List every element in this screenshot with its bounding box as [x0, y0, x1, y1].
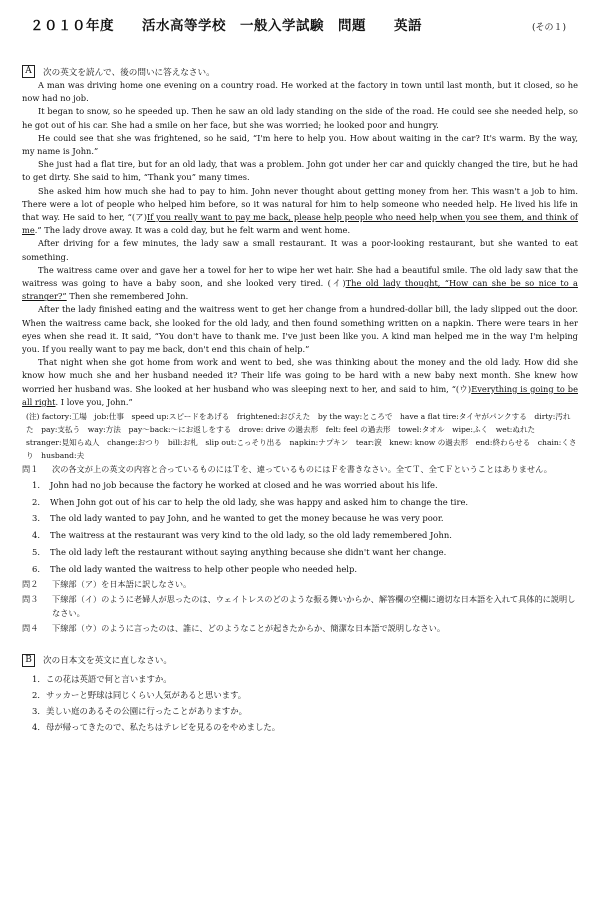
question-3-label: 問３ — [22, 593, 39, 604]
section-a — [22, 65, 578, 636]
translation-text: この花は英語で何と言いますか。 — [46, 673, 172, 684]
section-a-heading — [22, 65, 578, 78]
underline-a: If you really want to pay me back, please help people who need help when you see them, and think of me — [22, 212, 579, 236]
question-3 — [22, 592, 578, 621]
translation-text: サッカーと野球は同じくらい人気があると思います。 — [46, 689, 247, 700]
paragraph-5-text-before: She asked him how much she had to pay to him. John never thought about getting money from her. This wasn't a job to him. There were a lot of people who helped him before, so it was natural for him to help someone who needed help. He lived his life in that way. He said to her, “(ア) — [22, 185, 578, 223]
section-b-label: B — [22, 654, 35, 667]
statement-number: 5. — [32, 546, 40, 557]
question-2-text: 下線部（ア）を日本語に訳しなさい。 — [52, 579, 192, 590]
statement-text: The waitress at the restaurant was very kind to the old lady, so the old lady remembered John. — [50, 530, 452, 541]
question-4-label: 問４ — [22, 623, 39, 634]
reading-passage — [22, 79, 578, 409]
statement-number: 6. — [32, 563, 40, 574]
question-4 — [22, 621, 578, 636]
statement-item — [22, 561, 578, 578]
statement-text: When John got out of his car to help the old lady, she was happy and asked him to change the tire. — [50, 496, 469, 507]
translation-item — [22, 719, 578, 735]
translation-number: 2． — [32, 689, 46, 700]
vocabulary-notes — [22, 410, 578, 462]
paragraph-7-text-before: The waitress came over and gave her a towel for her to wipe her wet hair. She had a beautiful smile. The old lady saw that the waitress was going to have a baby soon, and she looked very tired. (イ) — [22, 264, 578, 289]
question-2-label: 問２ — [22, 579, 39, 590]
section-b-instruction: 次の日本文を英文に直しなさい。 — [43, 656, 172, 667]
true-false-statements — [22, 477, 578, 577]
notes-text: (注) factory:工場 job:仕事 speed up:スピードをあげる frightened:おびえた by the way:ところで have a flat tire:タイヤがパンクする dirty:汚れた pay:支払う way:方法 pay～back:～にお返しをする drove: drive の過去形 felt: feel の過去形 towel:タオル wipe:ふく wet:ぬれた stranger:見知らぬ人 change:おつり bill:お札 slip out:こっそり出る napkin:ナプキン tear:涙 knew: know の過去形 end:終わらせる chain:くさり husband:夫 — [26, 412, 577, 461]
statement-number: 4. — [32, 530, 40, 541]
statement-text: The old lady left the restaurant without saying anything because she didn't want her change. — [50, 546, 447, 557]
translation-number: 4． — [32, 722, 46, 733]
paragraph-7-text-after: Then she remembered John. — [66, 291, 189, 302]
statement-number: 1. — [32, 480, 40, 491]
exam-title: ２０１０年度 活水高等学校 一般入学試験 問題 英語 — [30, 18, 422, 34]
question-3-text: 下線部（イ）のように老婦人が思ったのは、ウェイトレスのどのような振る舞いからか、解答欄の空欄に適切な日本語を入れて具体的に説明しなさい。 — [52, 593, 576, 619]
page-header — [22, 14, 578, 36]
statement-number: 3. — [32, 513, 40, 524]
page-number: (その１) — [531, 23, 566, 33]
translation-number: 3． — [32, 706, 46, 717]
translation-text: 母が帰ってきたので、私たちはテレビを見るのをやめました。 — [46, 722, 281, 733]
translation-item — [22, 703, 578, 719]
section-b — [22, 654, 578, 736]
translation-item — [22, 687, 578, 703]
translation-item — [22, 671, 578, 687]
section-a-label: A — [22, 65, 35, 78]
passage-paragraph-4: She just had a flat tire, but for an old lady, that was a problem. John got under her car and quickly changed the tire, but he had to get dirty. She said to him, “Thank you” many times. — [22, 159, 578, 183]
underline-u: Everything is going to be all right — [22, 383, 578, 407]
passage-paragraph-8: After the lady finished eating and the waitress went to get her change from a hundred-dollar bill, the lady slipped out the door. When the waitress came back, she looked for the old lady, and then found something written on a napkin. There were tears in her eyes when she read it. It said, “You don't have to thank me. I've just been like you. A kind man helped me in the way I'm helping you. If you really want to pay me back, don't end this chain of help.” — [22, 304, 578, 355]
question-1-text: 次の各文が上の英文の内容と合っているものにはＴを、違っているものにはＦを書きなさい。全てＴ、全てＦということはありません。 — [52, 464, 552, 475]
paragraph-9-text-before: That night when she got home from work and went to bed, she was thinking about the money and the old lady. How did she know how much she and her husband needed it? Their life was going to be hard with a new baby next month. She knew how worried her husband was. She looked at her husband who was sleeping next to her, and said to him, “(ウ) — [22, 357, 578, 394]
paragraph-5-text-after: .” The lady drove away. It was a cold day, but he felt warm and went home. — [34, 225, 351, 236]
statement-item — [22, 510, 578, 527]
statement-text: John had no job because the factory he worked at closed and he was worried about his life. — [50, 480, 438, 491]
translation-text: 美しい庭のあるその公園に行ったことがありますか。 — [46, 706, 247, 717]
statement-text: The old lady wanted the waitress to help other people who needed help. — [50, 563, 358, 574]
question-4-text: 下線部（ウ）のように言ったのは、誰に、どのようなことが起きたからか、簡潔な日本語で説明しなさい。 — [52, 623, 446, 634]
question-1-label: 問１ — [22, 464, 39, 475]
passage-paragraph-1: A man was driving home one evening on a country road. He worked at the factory in town until last month, but it closed, so he now had no job. — [22, 80, 578, 104]
passage-paragraph-2: It began to snow, so he speeded up. Then he saw an old lady standing on the side of the road. He could see she needed help, so he got out of his car. She had a smile on her face, but she was worried; he looked poor and hungry. — [22, 106, 578, 130]
question-2 — [22, 577, 578, 592]
statement-item — [22, 477, 578, 494]
passage-paragraph-9 — [22, 356, 578, 409]
passage-paragraph-5 — [22, 185, 578, 238]
statement-item — [22, 527, 578, 544]
statement-number: 2. — [32, 496, 40, 507]
paragraph-9-text-after: . I love you, John.” — [55, 396, 133, 407]
section-a-instruction: 次の英文を読んで、後の問いに答えなさい。 — [43, 67, 215, 78]
statement-text: The old lady wanted to pay John, and he wanted to get the money because he was very poor. — [50, 513, 444, 524]
statement-item — [22, 544, 578, 561]
passage-paragraph-3: He could see that she was frightened, so he said, “I'm here to help you. How about waiting in the car? It's warm. By the way, my name is John.” — [22, 132, 578, 157]
section-b-heading — [22, 654, 578, 667]
translation-number: 1． — [32, 673, 46, 684]
underline-i: The old lady thought, “How can she be so nice to a stranger?” — [22, 278, 578, 302]
question-1 — [22, 462, 578, 477]
translation-items — [22, 671, 578, 736]
passage-paragraph-7 — [22, 264, 578, 304]
statement-item — [22, 494, 578, 511]
passage-paragraph-6: After driving for a few minutes, the lady saw a small restaurant. It was a poor-looking restaurant, but she wanted to eat something. — [22, 238, 578, 262]
